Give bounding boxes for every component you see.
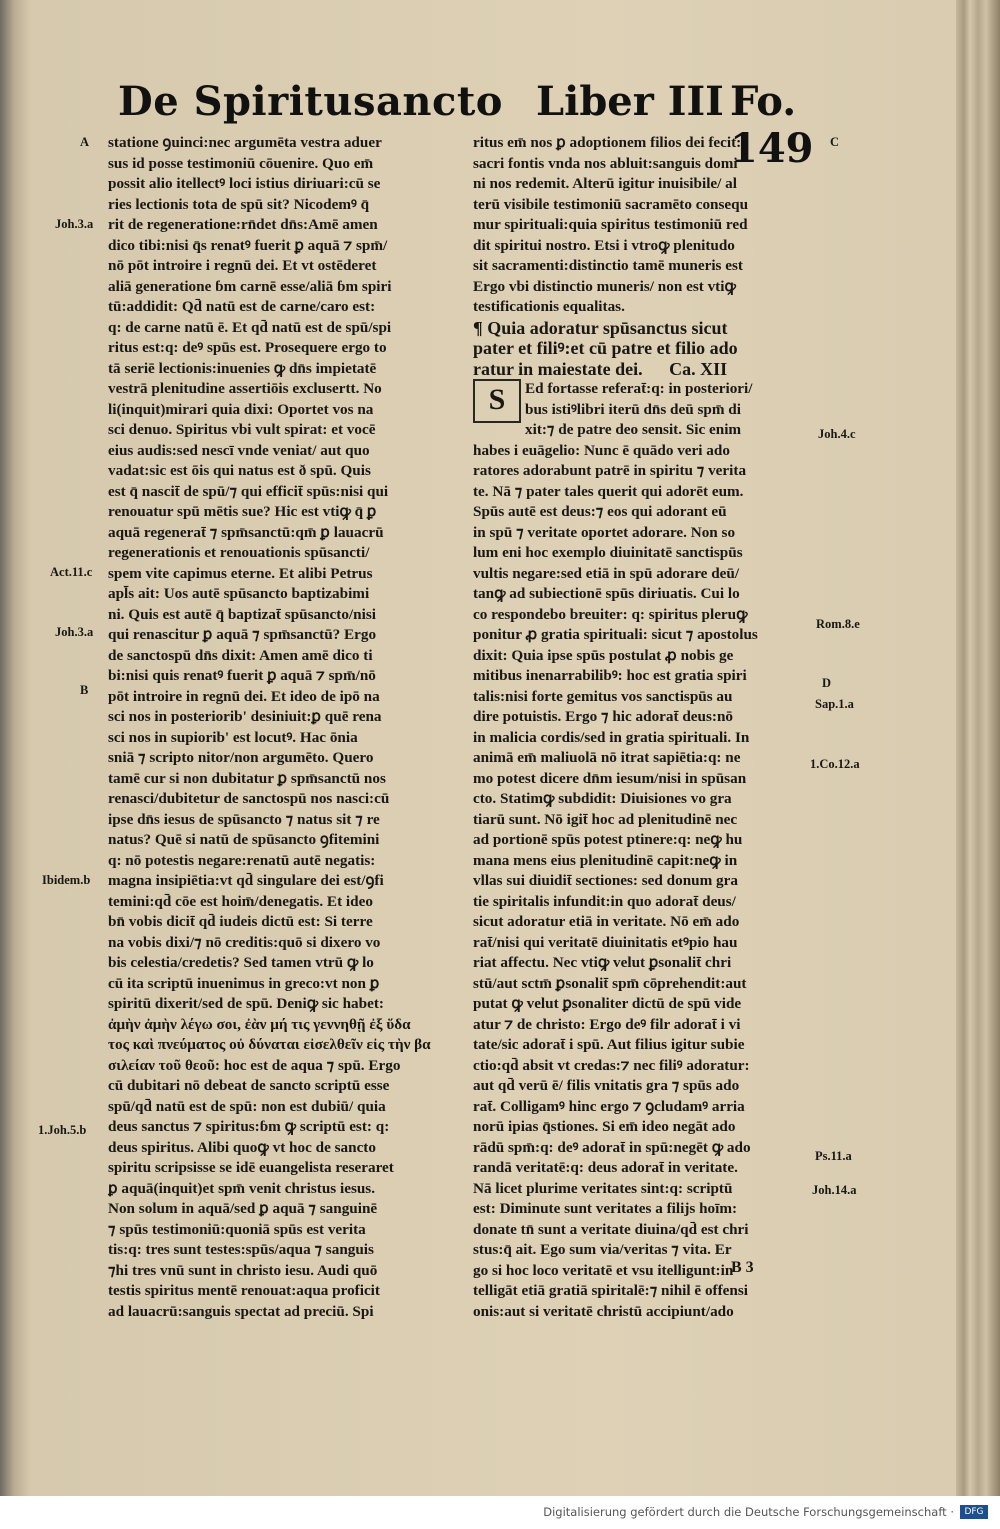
text-line: ipse dn̄s iesus de spūsancto ⁊ natus sit ⁊ re [108, 810, 380, 828]
text-line: vllas sui diuidit̄ sectiones: sed donum gra [473, 872, 738, 889]
text-line: norū ipias q̄stiones. Si em̄ ideo negāt ado [473, 1118, 736, 1135]
text-line: ritus est:q: deꝰ spūs est. Prosequere ergo to [108, 339, 387, 356]
text-line: sci denuo. Spiritus vbi vult spirat: et vocē [108, 421, 376, 438]
chapter-heading [473, 318, 818, 380]
text-line: q: de carne natū ē. Et qd̄ natū est de spū/spi [108, 318, 392, 336]
text-line: rat̄. Colligamꝰ hinc ergo ⁊ ꝯcludamꝰ arria [473, 1097, 745, 1115]
text-line: tamē cur si non dubitatur ꝑ spm̄sanctū nos [108, 769, 386, 787]
text-line: rādū spm̄:q: deꝰ adorat̄ in spū:negēt ꝙ ado [473, 1138, 751, 1156]
text-line: ⁊ spūs testimoniū:quoniā spūs est verita [108, 1220, 366, 1238]
text-line: magna insipiētia:vt qd̄ singulare dei est/ꝯfi [108, 872, 384, 889]
chapter-heading-line: ¶ Quia adoratur spūsanctus sicut [473, 317, 728, 338]
text-line: cū ita scriptū inuenimus in greco:vt non ꝑ [108, 974, 380, 992]
text-line: vestrā plenitudine assertiōis exclusertt. No [108, 380, 382, 397]
text-line: statione ꝯuinci:nec argumēta vestra aduer [108, 134, 382, 151]
text-line: est q̄ nascit̄ de spū/⁊ qui efficit̄ spūs:nisi qui [108, 482, 389, 500]
folio-number: Fo. 149 [730, 78, 814, 172]
funding-note: Digitalisierung gefördert durch die Deutsche Forschungsgemeinschaft · [543, 1505, 954, 1519]
text-line: Ed fortasse referat̄:q: in posteriori/ [525, 380, 753, 397]
text-line: dico tibi:nisi q̄s renatꝰ fuerit ꝑ aquā ⁊ spm̄/ [108, 236, 388, 254]
text-line: aut qd̄ verū ē/ filis vnitatis gra ⁊ spūs ado [473, 1077, 740, 1094]
initial-paragraph [473, 379, 818, 441]
text-line: xit:⁊ de patre deo sensit. Sic enim [525, 421, 742, 438]
text-line: sci nos in posteriorib' desiniuit:ꝑ quē rena [108, 708, 382, 725]
text-line: li(inquit)mirari quia dixi: Oportet vos na [108, 400, 374, 418]
text-line: nō pōt introire i regnū dei. Et vt ostēderet [108, 257, 377, 274]
text-line: ries lectionis tota de spū sit? Nicodemꝰ q̄ [108, 195, 370, 213]
text-line: eius audis:sed nescī vnde veniat/ aut quo [108, 441, 370, 459]
decorated-initial: S [473, 379, 521, 423]
text-line: tie spiritalis infundit:in quo adorat̄ deus/ [473, 892, 736, 910]
text-line: riat affectu. Nec vtiꝙ velut ꝑsonalit̄ chri [473, 954, 732, 971]
chapter-number: Ca. XII [669, 358, 728, 379]
text-line: spiritu scripsisse se idē euangelista reseraret [108, 1159, 394, 1176]
page-edge-stack [956, 0, 1000, 1496]
text-line: apl̄s ait: Uos autē spūsancto baptizabimi [108, 585, 370, 602]
text-line: σιλείαν τοῦ θεοῦ: hoc est de aqua ⁊ spū. Ergo [108, 1056, 401, 1074]
text-line: animā em̄ maliuolā nō itrat sapiētia:q: ne [473, 749, 741, 766]
margin-ref: Joh.14.a [812, 1183, 857, 1197]
book-number: Liber III [536, 78, 724, 125]
text-line: in spū ⁊ veritate oportet adorare. Non so [473, 523, 736, 541]
text-line: donate tn̄ sunt a veritate diuina/qd̄ est chri [473, 1220, 749, 1238]
text-line: rat̄/nisi qui veritatē diuinitatis etꝰpio hau [473, 933, 738, 951]
margin-ref: Rom.8.e [816, 617, 860, 631]
text-line: ni nos redemit. Alterū igitur inuisibile/ al [473, 175, 737, 192]
margin-ref: Joh.4.c [818, 427, 856, 441]
text-line: cto. Statimꝙ subdidit: Diuisiones vo gra [473, 790, 732, 807]
text-line: sus id posse testimoniū cōuenire. Quo em̄ [108, 154, 374, 172]
text-line: ctio:qd̄ absit vt credas:⁊ nec filiꝰ adoratur: [473, 1056, 750, 1074]
text-line: possit alio itellectꝰ loci istius diriuari:cū se [108, 175, 381, 192]
text-line: mitibus inenarrabilibꝰ: hoc est gratia spiri [473, 667, 747, 684]
text-line: tā seriē lectionis:inuenies ꝙ dn̄s impietatē [108, 359, 377, 377]
dfg-logo: DFG [960, 1505, 988, 1519]
margin-letter-a: A [80, 135, 90, 149]
text-line: ἀμὴν ἀμὴν λέγω σοι, ἐὰν μή τις γεννηθῇ ἐξ ὕδα [108, 1015, 411, 1033]
text-line: renouatur spū mētis sue? Hic est vtiꝙ q̄ ꝑ [108, 503, 377, 520]
text-line: spiritū dixerit/sed de spū. Deniꝙ sic habet: [108, 995, 384, 1012]
left-text-column [108, 133, 458, 1322]
running-title: De Spiritusancto [118, 78, 503, 125]
text-line: ꝑ aquā(inquit)et spm̄ venit christus iesus. [108, 1179, 376, 1197]
footer-bar [0, 1496, 1000, 1529]
text-line: mur spirituali:quia spiritus testimoniū red [473, 216, 748, 233]
text-line: Non solum in aquā/sed ꝑ aquā ⁊ sanguinē [108, 1200, 378, 1217]
margin-letter-d: D [822, 676, 832, 690]
text-line: bn̄ vobis dicit̄ qd̄ iudeis dictū est: Si terre [108, 913, 373, 930]
text-line: dixit: Quia ipse spūs postulat ꝓ nobis ge [473, 646, 734, 664]
text-line: ni. Quis est autē q̄ baptizat̄ spūsancto/nisi [108, 605, 376, 623]
text-line: tis:q: tres sunt testes:spūs/aqua ⁊ sanguis [108, 1241, 374, 1258]
text-line: randā veritatē:q: deus adorat̄ in veritate. [473, 1159, 738, 1176]
text-line: tate/sic adorat̄ i spū. Aut filius igitur subie [473, 1036, 745, 1053]
margin-ref: Joh.3.a [55, 625, 94, 639]
text-line: cū dubitari nō debeat de sancto scriptū esse [108, 1077, 390, 1094]
text-line: testificationis equalitas. [473, 298, 625, 315]
text-line: spem vite capimus eterne. Et alibi Petrus [108, 564, 373, 582]
chapter-heading-line [473, 359, 818, 380]
text-line: sit sacramenti:distinctio tamē muneris est [473, 257, 743, 274]
text-line: onis:aut si veritatē christū accipiunt/ado [473, 1302, 734, 1320]
text-line: mo potest dicere dn̄m iesum/nisi in spūsan [473, 769, 747, 787]
text-line: testis spiritus mentē renouat:aqua proficit [108, 1282, 380, 1299]
text-line: talis:nisi forte gemitus vos sanctispūs au [473, 687, 733, 705]
text-line: rit de regeneratione:rn̄det dn̄s:Amē amen [108, 216, 378, 233]
text-line: te. Nā ⁊ pater tales querit qui adorēt eum. [473, 482, 744, 500]
chapter-heading-line: pater et filiꝰ:et cū patre et filio ado [473, 338, 738, 358]
signature-mark: B 3 [731, 1259, 754, 1276]
margin-ref: 1.Co.12.a [810, 757, 860, 771]
text-line: habes i euāgelio: Nunc ē quādo veri ado [473, 441, 730, 459]
text-line: dire potuistis. Ergo ⁊ hic adorat̄ deus:nō [473, 708, 733, 725]
text-line: vultis negare:sed etiā in spū adorare deū/ [473, 564, 740, 582]
text-line: regenerationis et renouationis spūsancti/ [108, 544, 370, 561]
text-line: bis celestia/credetis? Sed tamen vtrū ꝙ lo [108, 954, 374, 971]
text-line: Spūs autē est deus:⁊ eos qui adorant eū [473, 503, 727, 520]
chapter-heading-text: ratur in maiestate dei. [473, 358, 643, 379]
text-line: ratores adorabunt patrē in spiritu ⁊ verita [473, 462, 747, 479]
text-line: ad portionē spūs potest ptinere:q: neꝙ hu [473, 831, 743, 848]
text-line: go si hoc loco veritatē et vsu itelligunt:in [473, 1261, 734, 1279]
text-line: deus spiritus. Alibi quoꝙ vt hoc de sancto [108, 1138, 376, 1156]
margin-ref: Ps.11.a [815, 1149, 852, 1163]
text-line: ponitur ꝓ gratia spirituali: sicut ⁊ apostolus [473, 626, 758, 643]
text-line: aquā regenerat̄ ⁊ spm̄sanctū:qm̄ ꝑ lauacrū [108, 523, 384, 541]
margin-ref: Joh.3.a [55, 217, 94, 231]
text-line: ritus em̄ nos ꝑ adoptionem filios dei fecit: [473, 134, 742, 151]
text-line: co respondebo breuiter: q: spiritus pleruꝙ [473, 605, 748, 623]
margin-letter-c: C [830, 135, 840, 149]
margin-letter-b: B [80, 683, 89, 697]
text-line: sacri fontis vnda nos abluit:sanguis domi [473, 154, 738, 172]
text-line: ⁊hi tres vnū sunt in christo iesu. Audi quō [108, 1261, 378, 1279]
text-line: natus? Quē si natū de spūsancto ꝯfitemini [108, 831, 380, 848]
text-line: na vobis dixi/⁊ nō creditis:quō si dixero vo [108, 933, 381, 951]
text-line: stus:q̄ ait. Ego sum via/veritas ⁊ vita. Er [473, 1241, 732, 1258]
text-line: terū visibile testimoniū sacramēto consequ [473, 195, 749, 213]
text-line: vadat:sic est ōis qui natus est ð spū. Quis [108, 462, 371, 479]
text-line: temini:qd̄ cōe est hoim̄/denegatis. Et ideo [108, 892, 373, 910]
text-line: in malicia cordis/sed in gratia spirituali. In [473, 728, 750, 746]
margin-ref: Act.11.c [50, 565, 93, 579]
text-line: Ergo vbi distinctio muneris/ non est vtiꝙ [473, 277, 736, 295]
text-line: lum eni hoc exemplo diuinitatē sanctispūs [473, 544, 743, 561]
margin-ref: 1.Joh.5.b [38, 1123, 87, 1137]
text-line: atur ⁊ de christo: Ergo deꝰ filr adorat̄ i vi [473, 1015, 741, 1033]
text-line: ad lauacrū:sanguis spectat ad preciū. Spi [108, 1302, 374, 1320]
text-line: tiarū sunt. Nō igit̄ hoc ad plenitudinē nec [473, 810, 738, 828]
text-line: pōt introire in regnū dei. Et ideo de ipō na [108, 687, 380, 705]
text-line: dit spiritui nostro. Etsi i vtroꝙ plenitudo [473, 236, 735, 254]
text-line: stū/aut sctm̄ ꝑsonalit̄ spm̄ cōprehendit:aut [473, 974, 747, 992]
text-line: Nā licet plurime veritates sint:q: scriptū [473, 1179, 733, 1197]
text-line: q: nō potestis negare:renatū autē negatis: [108, 851, 376, 869]
text-line: qui renascitur ꝑ aquā ⁊ spm̄sanctū? Ergo [108, 626, 377, 643]
text-line: est: Diminute sunt veritates a filijs hoīm: [473, 1200, 738, 1217]
margin-ref: Sap.1.a [815, 697, 854, 711]
text-line: renasci/dubitetur de sanctospū nos nasci:cū [108, 790, 390, 807]
text-line: sicut adoratur etiā in veritate. Nō em̄ ado [473, 913, 740, 930]
text-line: putat ꝙ velut ꝑsonaliter dictū de spū vide [473, 995, 742, 1012]
right-text-column [473, 133, 818, 1322]
text-line: bus istiꝰlibri iterū dn̄s deū spm̄ di [525, 400, 741, 418]
text-line: telligāt etiā gratiā spiritalē:⁊ nihil ē offensi [473, 1282, 748, 1299]
text-line: tū:addidit: Qd̄ natū est de carne/caro est: [108, 298, 376, 315]
text-line: sci nos in supiorib' est locutꝰ. Hac ōnia [108, 728, 358, 746]
text-line: de sanctospū dn̄s dixit: Amen amē dico ti [108, 646, 373, 664]
margin-ref: Ibidem.b [42, 873, 91, 887]
text-line: deus sanctus ⁊ spiritus:ɓm ꝙ scriptū est: q: [108, 1118, 390, 1135]
text-line: τος καὶ πνεύματος οὐ δύναται εἰσελθεῖν εἰς τὴν βα [108, 1036, 431, 1053]
text-line: mana mens eius plenitudinē capit:neꝙ in [473, 851, 738, 869]
text-line: spū/qd̄ natū est de spū: non est dubiū/ quia [108, 1097, 386, 1115]
text-line: aliā generatione ɓm carnē esse/aliā ɓm spiri [108, 277, 392, 295]
text-line: bi:nisi quis renatꝰ fuerit ꝑ aquā ⁊ spm̄/nō [108, 667, 376, 684]
text-line: tanꝙ ad subiectionē spūs diriuatis. Cui lo [473, 585, 740, 602]
text-line: sniā ⁊ scripto nitor/non argumēto. Quero [108, 749, 374, 766]
